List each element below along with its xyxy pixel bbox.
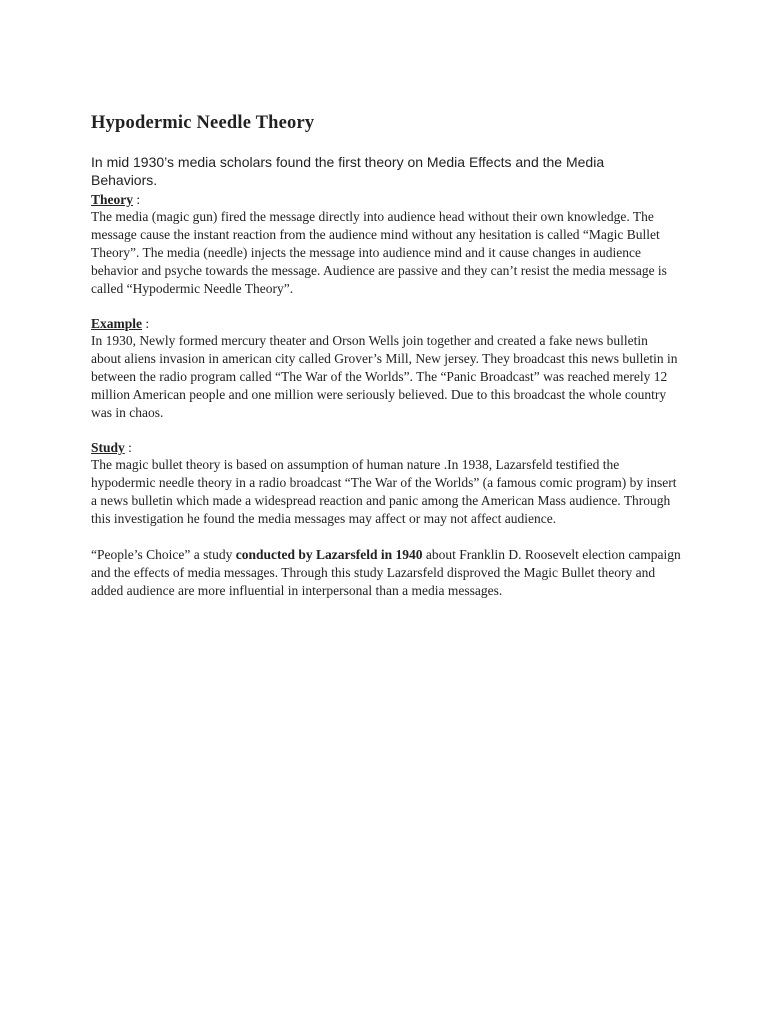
spacer [91,298,691,315]
document-page [91,112,691,600]
example-paragraph: In 1930, Newly formed mercury theater and Orson Wells join together and created a fake news bulletin about aliens invasion in american city called Grover’s Mill, New jersey. They broadcast this news bulletin in between the radio program called “The War of the Worlds”. The “Panic Broadcast” was reached merely 12 million American people and one million were seriously believed. Due to this broadcast the whole country was in chaos. [91,333,678,420]
peoples-choice-bold-text: conducted by Lazarsfeld in 1940 [235,547,423,562]
peoples-choice-paragraph [91,546,681,600]
theory-heading-label: Theory [91,192,133,207]
intro-paragraph: In mid 1930’s media scholars found the first theory on Media Effects and the Media Behaviors. [91,154,605,188]
example-heading-suffix: : [142,316,150,331]
theory-heading-suffix: : [133,192,141,207]
peoples-choice-text-end: about Franklin D. Roosevelt election campaign and the effects of media messages. Through this study Lazarsfeld disproved the Magic Bullet theory and added audience are more influential in interpersonal than a media messages. [91,547,681,598]
peoples-choice-text-start: “People’s Choice” a study [91,547,236,562]
document-title: Hypodermic Needle Theory [91,113,315,133]
theory-heading [91,191,691,208]
study-paragraph: The magic bullet theory is based on assumption of human nature .In 1938, Lazarsfeld testified the hypodermic needle theory in a radio broadcast “The War of the Worlds” (a famous comic program) by insert a news bulletin which made a widespread reaction and panic among the American Mass audience. Through this investigation he found the media messages may affect or may not affect audience. [91,457,677,526]
example-heading-label: Example [91,316,143,331]
example-heading [91,315,691,332]
study-heading [91,439,691,456]
spacer [91,422,691,439]
spacer [91,528,691,546]
theory-paragraph: The media (magic gun) fired the message directly into audience head without their own knowledge. The message cause the instant reaction from the audience mind without any hesitation is called “Magic Bullet Theory”. The media (needle) injects the message into audience mind and it cause changes in audience behavior and psyche towards the message. Audience are passive and they can’t resist the media message is called “Hypodermic Needle Theory”. [91,209,667,296]
study-heading-label: Study [91,440,125,455]
study-heading-suffix: : [124,440,132,455]
